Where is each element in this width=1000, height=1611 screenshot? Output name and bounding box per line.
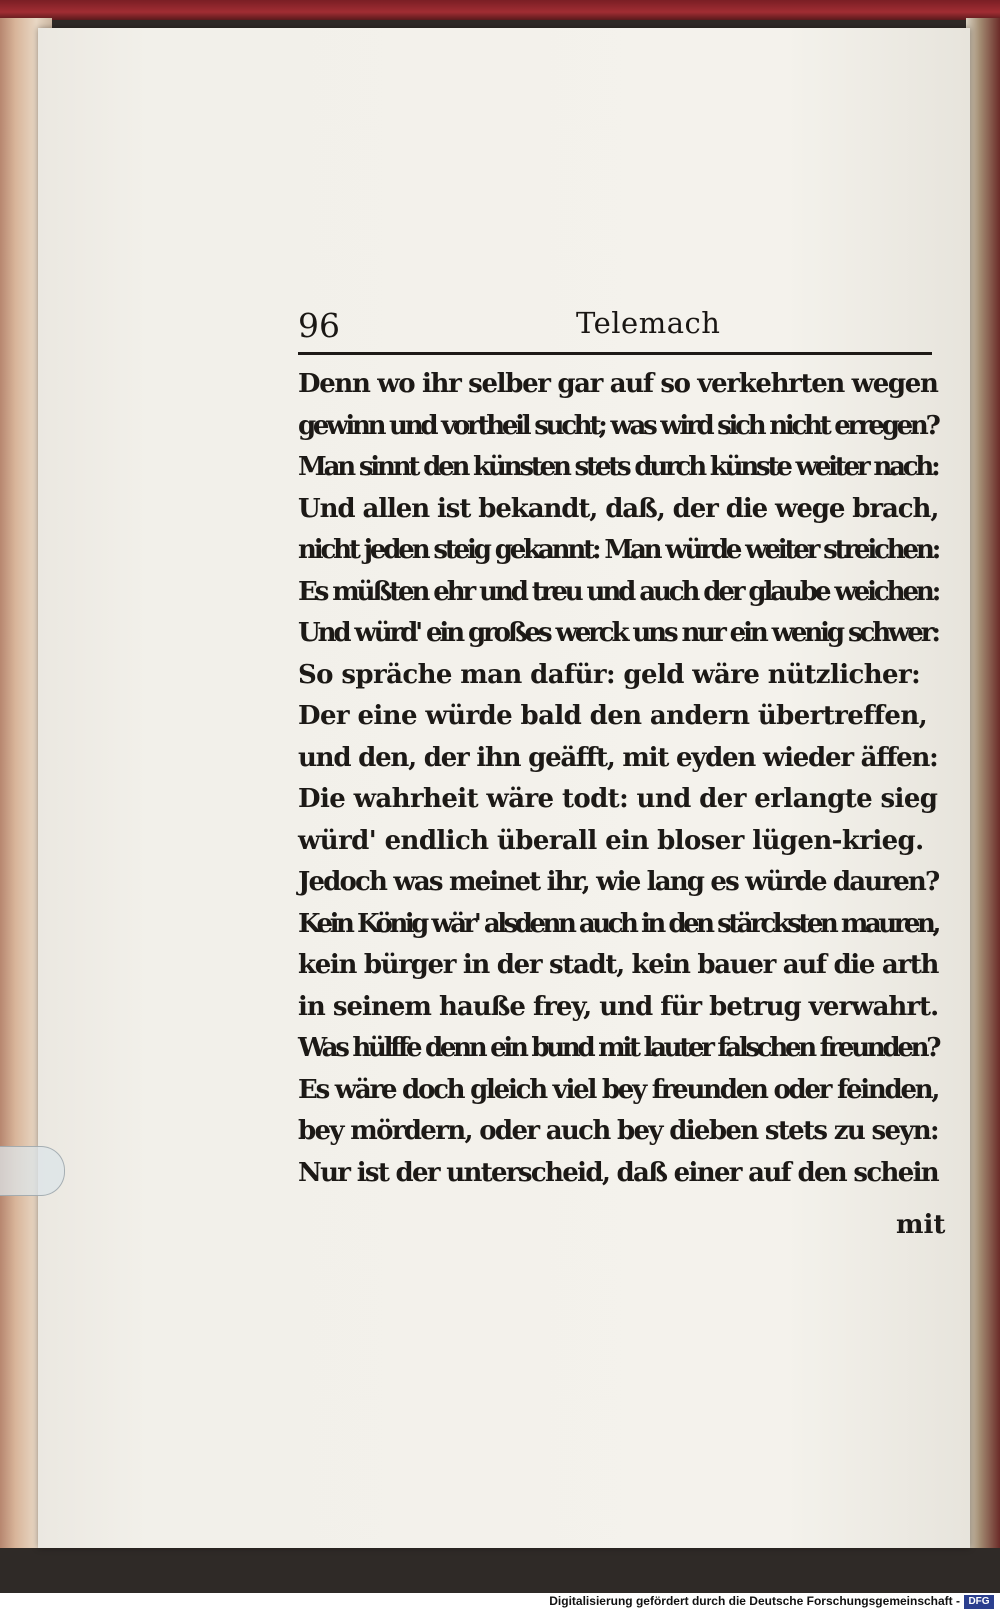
page-header (298, 302, 932, 354)
page-number: 96 (298, 306, 340, 345)
verse-line: würd' endlich überall ein bloser lügen-krieg. (298, 825, 924, 856)
verse-line: Kein König wär' alsdenn auch in den stärcksten mauren, (298, 908, 938, 939)
verse-line: Und würd' ein großes werck uns nur ein wenig schwer: (298, 618, 938, 648)
verse-line: Die wahrheit wäre todt: und der erlangte sieg (298, 784, 938, 814)
funding-credit: Digitalisierung gefördert durch die Deutsche Forschungsgemeinschaft - (549, 1594, 960, 1608)
bookmark-tab (0, 1146, 65, 1196)
header-rule (298, 352, 932, 355)
verse-line: Man sinnt den künsten stets durch künste weiter nach: (298, 452, 938, 482)
verse-line: Nur ist der unterscheid, daß einer auf den schein (298, 1157, 939, 1188)
book-spine-edge (966, 18, 1000, 1548)
dfg-logo-icon: DFG (964, 1595, 994, 1609)
verse-line: Was hülffe denn ein bund mit lauter falschen freunden? (298, 1033, 939, 1063)
verse-line: Jedoch was meinet ihr, wie lang es würde dauren? (298, 867, 939, 897)
poem-text (298, 364, 938, 1194)
verse-line: Denn wo ihr selber gar auf so verkehrten wegen (298, 369, 938, 399)
verse-line: Es müßten ehr und treu und auch der glaube weichen: (298, 576, 939, 607)
running-title: Telemach (576, 306, 721, 340)
verse-line: So spräche man dafür: geld wäre nützlicher: (298, 659, 921, 690)
verse-line: bey mördern, oder auch bey dieben stets zu seyn: (298, 1116, 938, 1146)
verse-line: Der eine würde bald den andern übertreffen, (298, 701, 928, 731)
verse-line: Und allen ist bekandt, daß, der die wege brach, (298, 493, 939, 524)
catchword: mit (896, 1210, 946, 1240)
verse-line: in seinem hauße frey, und für betrug verwahrt. (298, 991, 939, 1022)
verse-line: und den, der ihn geäfft, mit eyden wieder äffen: (298, 742, 938, 773)
verse-line: kein bürger in der stadt, kein bauer auf die arth (298, 950, 939, 980)
book-binding-top (0, 0, 1000, 20)
verse-line: Es wäre doch gleich viel bey freunden oder feinden, (298, 1074, 939, 1105)
verse-line: gewinn und vortheil sucht; was wird sich nicht erregen? (298, 410, 938, 441)
verse-line: nicht jeden steig gekannt: Man würde weiter streichen: (298, 535, 939, 565)
